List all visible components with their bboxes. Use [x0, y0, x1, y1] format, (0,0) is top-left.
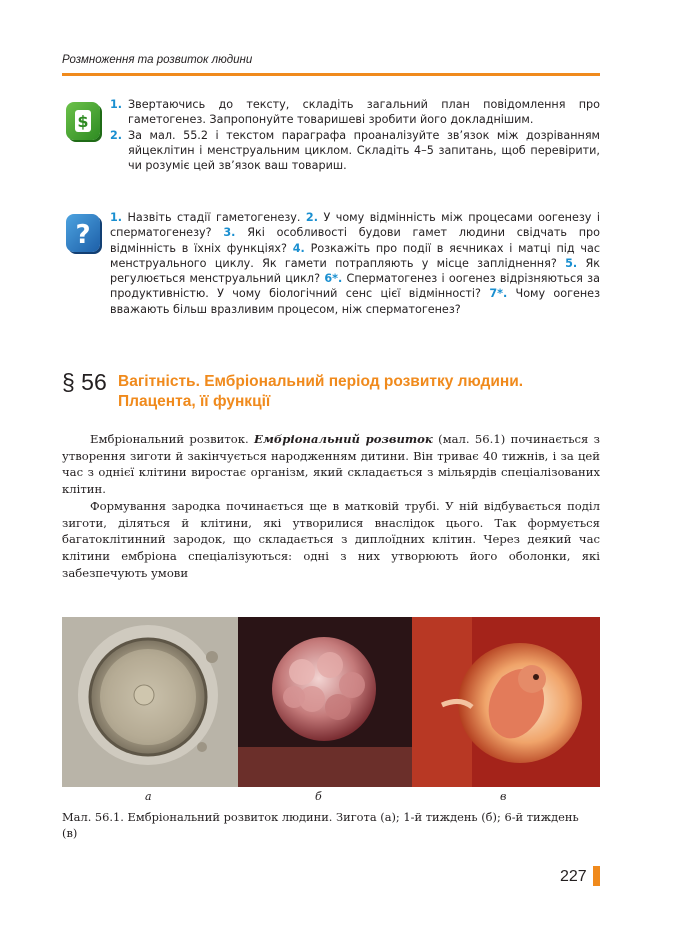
embryo-6-weeks-image	[412, 617, 600, 787]
question-number: 1.	[110, 211, 123, 224]
dollar-sign-icon	[66, 102, 100, 140]
tasks-list	[110, 97, 600, 173]
paragraph	[62, 431, 600, 498]
question-number: 3.	[223, 226, 236, 240]
question-number: 6*.	[324, 272, 343, 286]
question-number: 2.	[305, 211, 318, 224]
question-number: 4.	[292, 241, 305, 255]
running-header: Розмноження та розвиток людини	[62, 54, 253, 66]
question-text: Розкажіть про події в яєчниках і матці під час менструального циклу. Як гамети потрапляють у місце запліднення?	[110, 241, 600, 270]
embryo-figure	[62, 617, 600, 787]
body-text	[62, 431, 600, 581]
svg-text:?: ?	[75, 220, 91, 250]
page-number: 227	[560, 868, 587, 885]
question-text: Як регулюється менструальний цикл?	[110, 256, 600, 286]
task-text: За мал. 55.2 і текстом параграфа проаналізуйте зв’язок між дозріванням яйцеклітин і менструальним циклом. Складіть 4–5 запитань, щоб перевірити, чи розуміє цей зв’язок ваш товариш.	[128, 128, 600, 173]
section-title: Вагітність. Ембріональний період розвитку людини. Плацента, її функції	[118, 373, 524, 410]
task-text: Звертаючись до тексту, складіть загальний план повідомлення про гаметогенез. Запропонуйте товаришеві зробити його докладнішим.	[128, 98, 600, 127]
morula-image	[238, 617, 412, 787]
figure-label-c: в	[500, 790, 507, 803]
review-questions	[110, 210, 600, 317]
paragraph: Формування зародка починається ще в матковій трубі. У ній відбувається поділ зиготи, діляться й клітини, які утворилися внаслідок цього. Так формується багатоклітинний зародок, що складається з диплоїдних клітин. Через деякий час клітини ембріона спеціалізуються: одні з них утворюють його оболонки, які забезпечують умови	[62, 498, 600, 580]
figure-label-b: б	[315, 790, 322, 803]
question-number: 5.	[565, 256, 578, 270]
figure-label-a: а	[145, 790, 152, 803]
section-number: § 56	[62, 369, 107, 395]
page-number-bar	[593, 866, 600, 886]
question-text: Назвіть стадії гаметогенезу.	[127, 211, 301, 224]
svg-text:$: $	[77, 112, 89, 131]
question-text: Чому оогенез вважають більш вразливим процесом, ніж сперматогенез?	[110, 287, 601, 316]
question-text: Сперматогенез і оогенез відрізняються за продуктивністю. У чому біологічний сенс цієї відмінності?	[110, 272, 600, 301]
question-mark-icon	[66, 214, 100, 252]
figure-caption: Мал. 56.1. Ембріональний розвиток людини. Зигота (а); 1-й тиждень (б); 6-й тиждень (в)	[62, 810, 579, 840]
task-item	[110, 97, 600, 128]
question-text: У чому відмінність між процесами оогенезу і сперматогенезу?	[110, 211, 600, 240]
zygote-image	[62, 617, 238, 787]
task-number: 1.	[110, 98, 123, 111]
task-item	[110, 128, 600, 174]
term: Ембріональний розвиток	[254, 432, 433, 446]
question-text: Які особливості будови гамет людини свідчать про відмінність в їхніх функціях?	[110, 226, 600, 255]
paragraph-text: (мал. 56.1) починається з утворення зиготи й закінчується народженням дитини. Він триває 40 тижнів, і за цей час з однієї клітини виростає організм, який складається з мільярдів спеціалізованих клітин.	[62, 432, 601, 497]
question-number: 7*.	[489, 287, 508, 301]
header-rule	[62, 73, 600, 76]
task-number: 2.	[110, 128, 123, 142]
paragraph-lead: Ембріональний розвиток.	[90, 432, 249, 446]
